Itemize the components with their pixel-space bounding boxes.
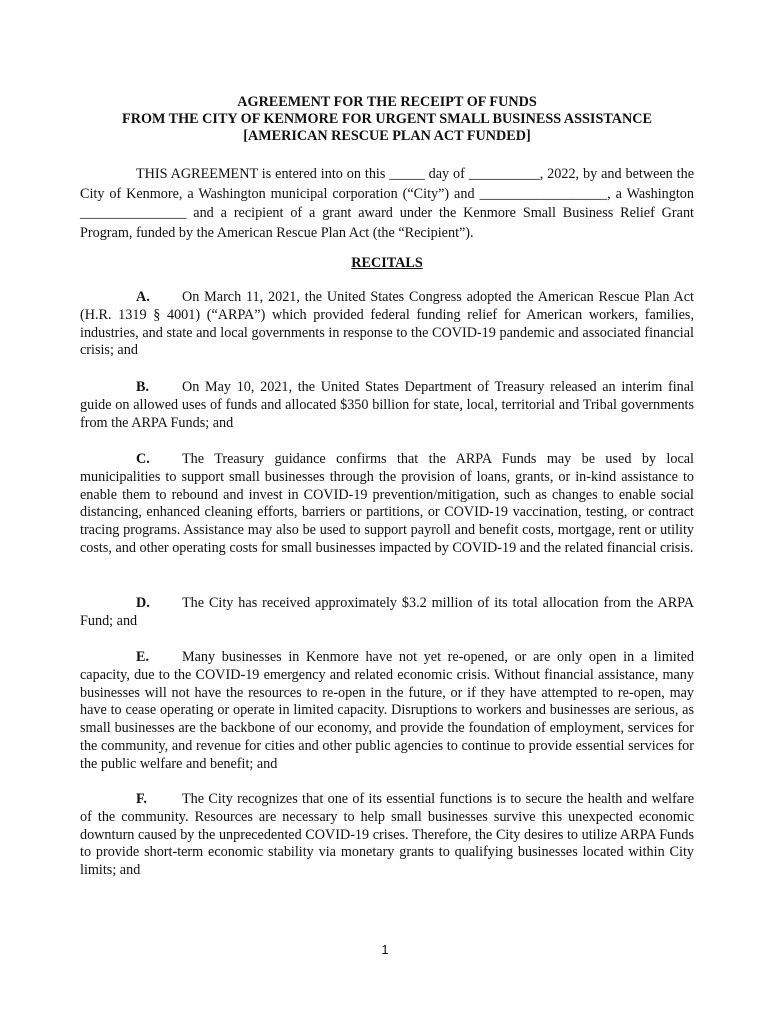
recital-letter: E.: [136, 649, 150, 665]
recital-a: [80, 289, 694, 360]
recital-c: [80, 451, 694, 558]
recital-letter: F.: [136, 791, 147, 807]
recital-text: Many businesses in Kenmore have not yet re-opened, or are only open in a limited capacity, due to the COVID-19 emergency and related economic crisis. Without financial assistance, many businesses will not have the resources to re-open in the future, or if they have attempted to re-open, may have to cease operating or operate in limited capacity. Disruptions to workers and businesses are serious, as small businesses are the backbone of our economy, and provide the foundation of employment, services for the community, and revenue for cities and other public agencies to continue to provide essential services for the public welfare and benefit; and: [80, 649, 694, 772]
recital-letter: B.: [136, 379, 150, 395]
recital-text: On May 10, 2021, the United States Department of Treasury released an interim final guide on allowed uses of funds and allocated $350 billion for state, local, territorial and Tribal governments from the ARPA Funds; and: [80, 379, 694, 431]
recital-d: [80, 595, 694, 631]
recital-text: The City recognizes that one of its essential functions is to secure the health and welfare of the community. Resources are necessary to help small businesses survive this unexpected economic downturn caused by the unprecedented COVID-19 crises. Therefore, the City desires to utilize ARPA Funds to provide short-term economic stability via monetary grants to qualifying businesses located within City limits; and: [80, 791, 694, 879]
title-line-3: [AMERICAN RESCUE PLAN ACT FUNDED]: [243, 128, 531, 144]
recital-text: On March 11, 2021, the United States Congress adopted the American Rescue Plan Act (H.R. 1319 § 4001) (“ARPA”) which provided federal funding relief for American workers, families, industries, and state and local governments in response to the COVID-19 pandemic and associated financial crisis; and: [80, 289, 694, 359]
recital-f: [80, 791, 694, 880]
agreement-intro: THIS AGREEMENT is entered into on this _____ day of __________, 2022, by and between the City of Kenmore, a Washington municipal corporation (“City”) and __________________, a Washington _______________ and a recipient of a grant award under the Kenmore Small Business Relief Grant Program, funded by the American Rescue Plan Act (the “Recipient”).: [80, 166, 694, 241]
recitals-heading: RECITALS: [351, 255, 423, 271]
page-number: 1: [381, 942, 389, 957]
recital-letter: C.: [136, 451, 150, 467]
document-title: [80, 94, 694, 145]
recital-letter: A.: [136, 289, 150, 305]
recital-letter: D.: [136, 595, 150, 611]
recital-b: [80, 379, 694, 432]
title-line-1: AGREEMENT FOR THE RECEIPT OF FUNDS: [237, 94, 537, 110]
title-line-2: FROM THE CITY OF KENMORE FOR URGENT SMALL BUSINESS ASSISTANCE: [122, 111, 652, 127]
recital-text: The Treasury guidance confirms that the ARPA Funds may be used by local municipalities to support small businesses through the provision of loans, grants, or in-kind assistance to enable them to rebound and invest in COVID-19 prevention/mitigation, such as changes to enable social distancing, enhanced cleaning efforts, barriers or partitions, or COVID-19 vaccination, testing, or contract tracing programs. Assistance may also be used to support payroll and benefit costs, mortgage, rent or utility costs, and other operating costs for small businesses impacted by COVID-19 and the related financial crisis.: [80, 451, 694, 556]
recital-text: The City has received approximately $3.2 million of its total allocation from the ARPA Fund; and: [80, 595, 694, 629]
recital-e: [80, 649, 694, 774]
